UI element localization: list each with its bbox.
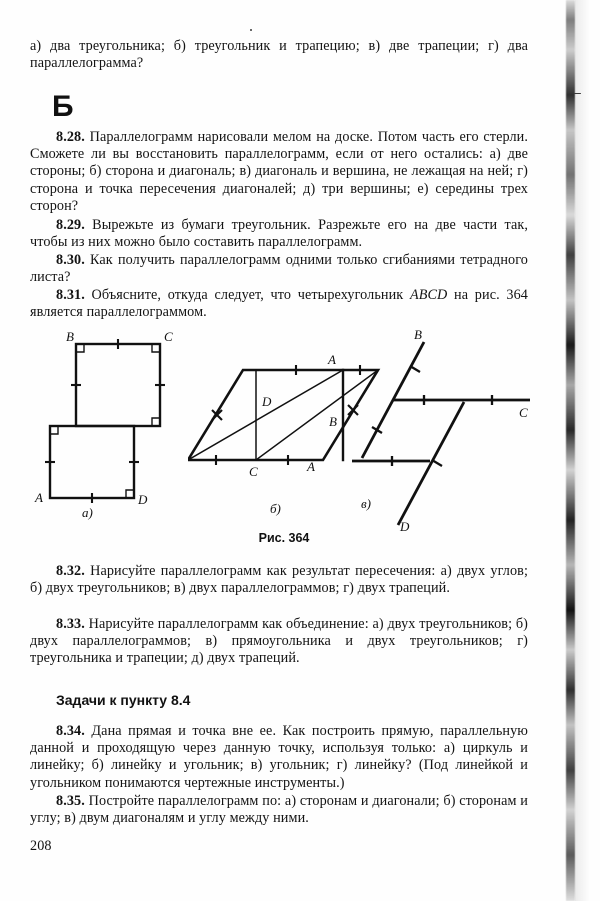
exercise-8-34: [30, 723, 528, 792]
figure-364: [20, 330, 536, 545]
figure-b-label-C: C: [249, 464, 258, 479]
scan-binding-gutter: [566, 0, 575, 901]
figure-v-label-D: D: [400, 519, 410, 534]
figure-panel-a-caption: а): [82, 505, 93, 520]
exercise-number-8-30: 8.30.: [56, 252, 85, 268]
figure-b-label-A: A: [328, 352, 336, 367]
exercise-text-8-34: Дана прямая и точка вне ее. Как построить прямую, параллельную данной и проходящую через данную точку, используя только: а) циркуль и линейку; б) линейку и угольник; в) угольник; г) линейку? (Под линейкой и угольником понимаются чертежные инструменты.): [30, 723, 528, 791]
exercise-number-8-29: 8.29.: [56, 217, 85, 233]
figure-panel-a: [30, 330, 200, 505]
exercise-text-8-29: Вырежьте из бумаги треугольник. Разрежьте его на две части так, чтобы из них можно было составить параллелограмм.: [30, 217, 528, 251]
quadrilateral-label-abcd: ABCD: [409, 287, 448, 303]
figure-panel-v: [352, 330, 532, 535]
exercise-text-8-28: Параллелограмм нарисовали мелом на доске. Потом часть его стерли. Сможете ли вы восстановить параллелограмм, если от него остались: а) две стороны; б) сторона и диагональ; в) диагональ и вершина, не лежащая на ней; г) сторона и точка пересечения диагоналей; д) три вершины; е) середины трех сторон?: [30, 129, 528, 214]
figure-a-label-D: D: [138, 492, 148, 505]
exercise-text-8-31-before: Объясните, откуда следует, что четырехугольник: [91, 287, 410, 303]
exercise-text-8-35: Постройте параллелограмм по: а) сторонам и диагонали; б) сторонам и углу; в) двум диагоналям и углу между ними.: [30, 793, 528, 827]
exercise-8-28: [30, 129, 528, 215]
figure-panel-b-caption: б): [270, 501, 281, 516]
figure-b-label-B: B: [329, 414, 337, 429]
exercise-8-32: [30, 563, 528, 597]
top-continuation-paragraph: [30, 38, 528, 72]
figure-a-label-A: A: [35, 490, 43, 505]
figure-a-label-C: C: [164, 330, 173, 344]
figure-v-label-C: C: [519, 405, 528, 420]
figure-v-label-B: B: [414, 330, 422, 342]
exercise-8-33: [30, 616, 528, 668]
figure-caption: Рис. 364: [258, 531, 310, 545]
exercise-number-8-34: 8.34.: [56, 723, 85, 739]
exercise-8-30: [30, 252, 528, 286]
exercise-8-35: [30, 793, 528, 827]
page-number: 208: [30, 838, 52, 854]
scan-page-edge-shadow: [575, 0, 600, 901]
exercise-8-29: [30, 217, 528, 251]
exercise-number-8-31: 8.31.: [56, 287, 85, 303]
exercise-text-8-33: Нарисуйте параллелограмм как объединение: а) двух треугольников; б) двух параллелограммов; в) прямоугольника и двух треугольников; г) треугольника и трапеции; д) двух трапеций.: [30, 616, 528, 667]
top-continuation-text: а) два треугольника; б) треугольник и трапецию; в) две трапеции; г) два параллелограмма?: [30, 38, 528, 72]
exercise-number-8-28: 8.28.: [56, 129, 85, 145]
figure-a-label-B: B: [66, 330, 74, 344]
exercise-number-8-32: 8.32.: [56, 563, 85, 579]
exercise-text-8-32: Нарисуйте параллелограмм как результат пересечения: а) двух углов; б) двух треугольников; в) двух параллелограммов; г) двух трапеций.: [30, 563, 528, 597]
section-letter: [52, 92, 74, 122]
figure-b-label-D: D: [262, 394, 272, 409]
exercise-8-31: [30, 287, 528, 321]
exercise-text-8-31-after: на рис. 364 является параллелограммом.: [30, 287, 528, 321]
exercise-number-8-35: 8.35.: [56, 793, 85, 809]
figure-panel-v-caption: в): [361, 496, 371, 511]
exercise-text-8-30: Как получить параллелограмм одними только сгибаниями тетрадного листа?: [30, 252, 528, 286]
subsection-heading: Задачи к пункту 8.4: [56, 692, 191, 708]
subsection-heading-wrap: [56, 692, 190, 708]
figure-caption-wrap: [184, 531, 384, 545]
figure-v-label-A: A: [307, 459, 315, 474]
section-letter-text: Б: [52, 90, 74, 123]
page-number-wrap: [30, 838, 52, 855]
exercise-number-8-33: 8.33.: [56, 616, 85, 632]
